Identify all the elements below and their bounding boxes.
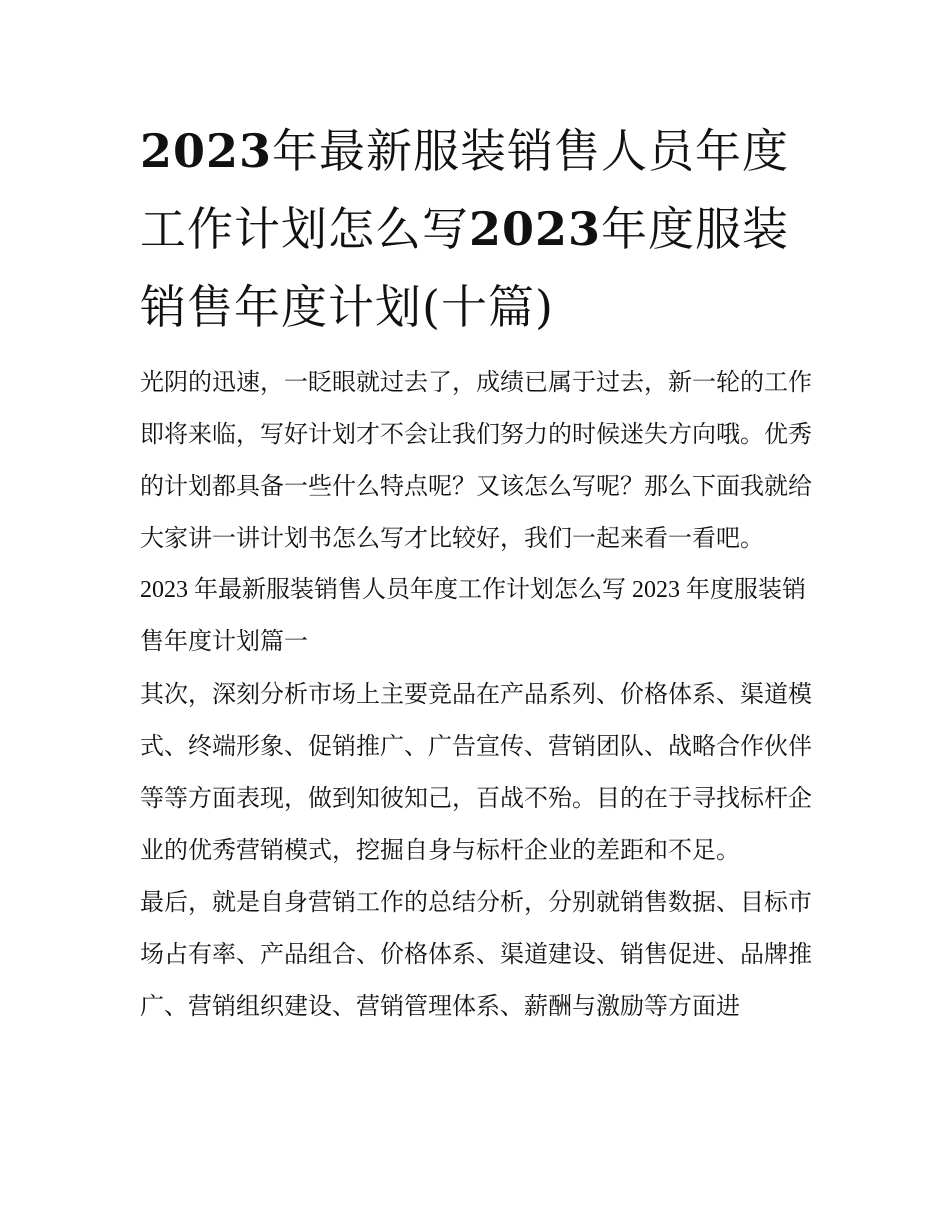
title-year-2: 2023 xyxy=(469,202,602,256)
body-paragraph-1: 其次，深刻分析市场上主要竞品在产品系列、价格体系、渠道模式、终端形象、促销推广、广告宣传、营销团队、战略合作伙伴等等方面表现，做到知彼知己，百战不殆。目的在于寻找标杆企业的优秀营销模式，挖掘自身与标杆企业的差距和不足。 xyxy=(140,680,812,864)
document-page xyxy=(140,112,820,1032)
section-heading: 2023 年最新服装销售人员年度工作计划怎么写 2023 年度服装销售年度计划篇一 xyxy=(140,577,806,655)
intro-paragraph: 光阴的迅速，一眨眼就过去了，成绩已属于过去，新一轮的工作即将来临，写好计划才不会让我们努力的时候迷失方向哦。优秀的计划都具备一些什么特点呢？又该怎么写呢？那么下面我就给大家讲一讲计划书怎么写才比较好，我们一起来看一看吧。 xyxy=(140,368,812,552)
title-year-1: 2023 xyxy=(140,124,273,178)
title-text-2: 年度服装销售年度计划(十篇) xyxy=(140,202,790,334)
title-text-1: 年最新服装销售人员年度工作计划怎么写 xyxy=(140,124,790,256)
document-title xyxy=(140,112,820,346)
body-paragraph-2: 最后，就是自身营销工作的总结分析，分别就销售数据、目标市场占有率、产品组合、价格体系、渠道建设、销售促进、品牌推广、营销组织建设、营销管理体系、薪酬与激励等方面进 xyxy=(140,888,812,1020)
